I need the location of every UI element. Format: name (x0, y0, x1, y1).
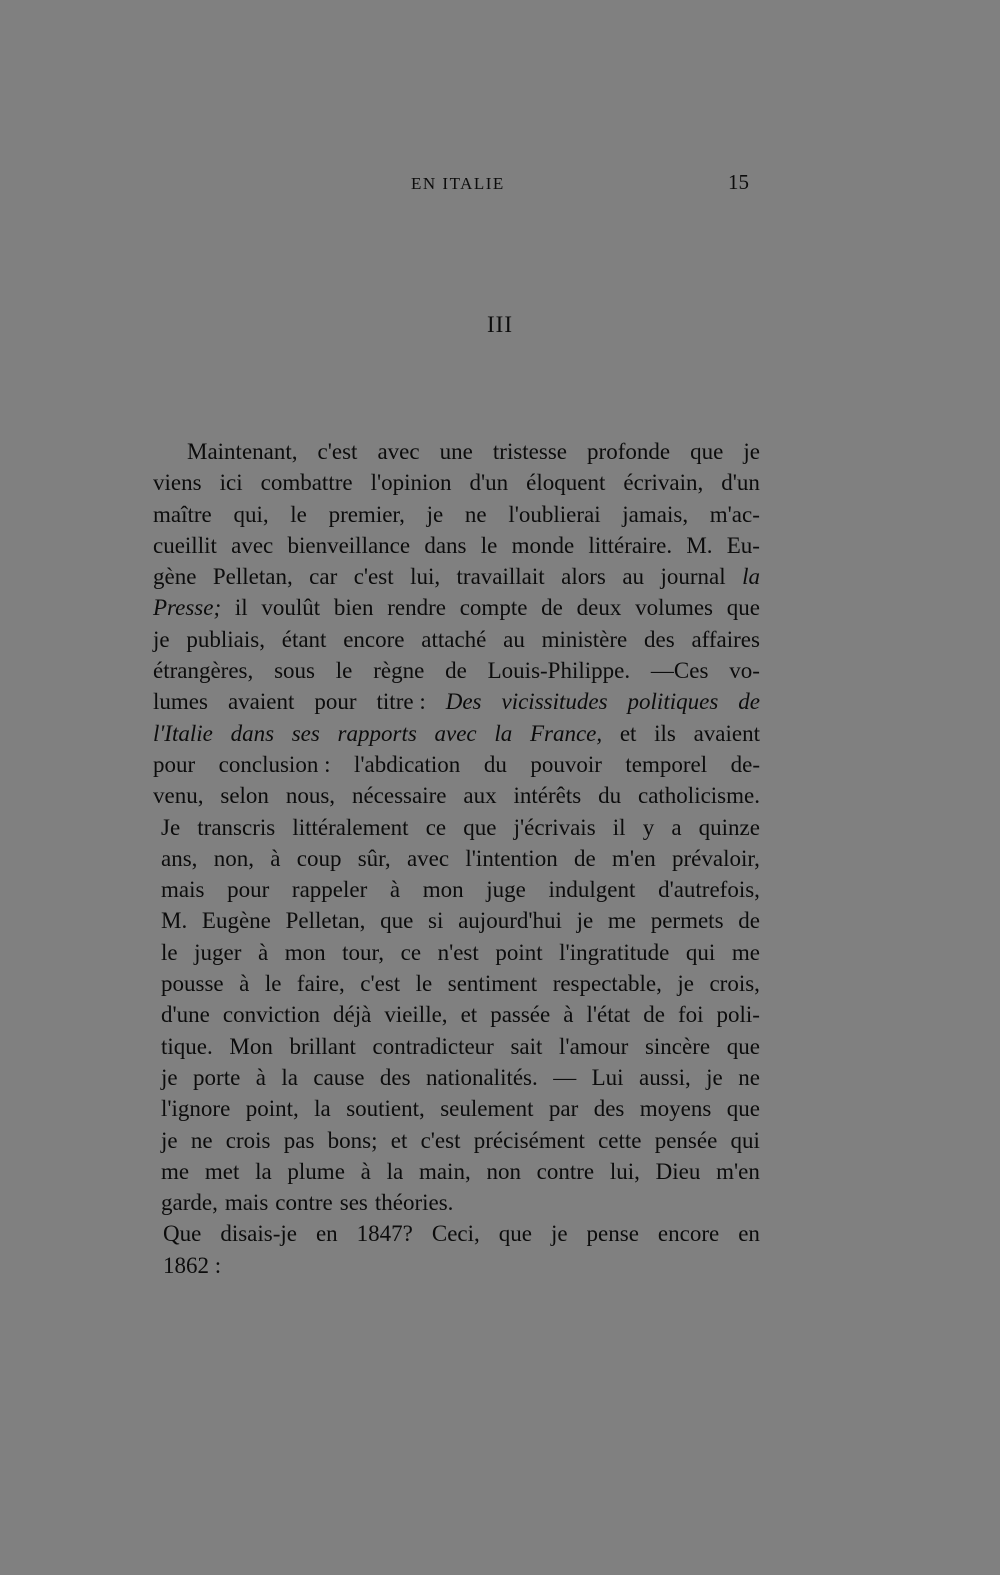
word: ne (464, 501, 487, 527)
page-number: 15 (728, 170, 749, 194)
word: si (428, 908, 444, 934)
word: d'une (161, 1002, 210, 1028)
word: cause (313, 1064, 365, 1090)
word: mais (161, 877, 205, 903)
word: le (480, 532, 498, 558)
word: et (460, 1002, 478, 1028)
word: premier, (328, 501, 405, 527)
word: contre (275, 1190, 333, 1216)
word: m'ac- (709, 501, 760, 527)
word: sentiment (447, 971, 538, 997)
word: combattre (260, 470, 353, 496)
word: attaché (421, 626, 487, 652)
text-line (153, 1187, 760, 1218)
text-line (153, 1156, 760, 1187)
word: rappeler (291, 877, 368, 903)
word: encore (657, 1221, 720, 1247)
word: aux (463, 783, 497, 809)
word: ils (654, 720, 676, 746)
word: avaient (227, 689, 295, 715)
word: tour, (342, 939, 385, 965)
word: la (281, 1064, 298, 1090)
word: cueillit (153, 532, 217, 558)
word: de (643, 1002, 665, 1028)
word: mon (422, 877, 464, 903)
text-line (153, 968, 760, 999)
word: dans (230, 720, 275, 746)
text-line (153, 1093, 760, 1124)
text-line (153, 1031, 760, 1062)
word: avec (406, 845, 450, 871)
word: du (483, 751, 507, 777)
word: indulgent (548, 877, 636, 903)
word: journal (660, 564, 726, 590)
running-header (0, 170, 1000, 200)
word: précisément (473, 1127, 585, 1153)
word: Ceci, (431, 1221, 480, 1247)
word: le (290, 501, 307, 527)
word: Louis-Philippe. (487, 658, 631, 684)
word: non (486, 1158, 521, 1184)
word: poli- (716, 1002, 760, 1028)
word: disais-je (220, 1221, 297, 1247)
word: aussi, (638, 1064, 691, 1090)
word: je (576, 908, 594, 934)
word: Lui (591, 1064, 624, 1090)
word: à (360, 1158, 371, 1184)
word: titre : (376, 689, 426, 715)
word: France, (529, 720, 603, 746)
word: d'un (721, 470, 760, 496)
word: temporel (625, 751, 708, 777)
word: politiques (627, 689, 719, 715)
word: la (255, 1158, 272, 1184)
word: et (619, 720, 637, 746)
word: l'Italie (153, 720, 213, 746)
word: prévaloir, (672, 845, 760, 871)
word: rapports (337, 720, 417, 746)
word: selon (220, 783, 269, 809)
word: viens (153, 470, 202, 496)
text-line (153, 1125, 760, 1156)
word: Presse; (153, 595, 222, 621)
word: de (738, 689, 760, 715)
word: qui (730, 1127, 760, 1153)
word: c'est (360, 971, 401, 997)
word: me (161, 1158, 190, 1184)
word: le (335, 658, 353, 684)
word: Maintenant, (187, 439, 298, 464)
word: le (415, 971, 433, 997)
word: l'abdication (353, 751, 461, 777)
word: garde, (161, 1190, 218, 1216)
word: ce (400, 939, 422, 965)
word: Pelletan, (212, 564, 293, 590)
text-line (153, 1218, 760, 1249)
word: avaient (693, 720, 760, 746)
word: étrangères, (153, 658, 254, 684)
word: Que (163, 1221, 202, 1247)
word: bien (333, 595, 374, 621)
word: de- (730, 751, 760, 777)
word: me (731, 939, 760, 965)
word: jamais, (622, 501, 689, 527)
word: j'écrivais (513, 814, 596, 840)
word: avec (231, 532, 274, 558)
word: soutient, (346, 1096, 425, 1122)
word: juge (486, 877, 526, 903)
word: mon (284, 939, 326, 965)
word: au (503, 626, 525, 652)
word: l'opinion (370, 470, 452, 496)
word: je (743, 439, 760, 464)
word: m'en (611, 845, 656, 871)
word: crois (225, 1127, 271, 1153)
word: Eu- (726, 532, 760, 558)
word: la (742, 564, 760, 590)
word: venu, (153, 783, 204, 809)
word: met (204, 1158, 240, 1184)
text-line (153, 1062, 760, 1093)
word: lui, (609, 1158, 640, 1184)
word: Je (161, 814, 181, 840)
word: vieille, (384, 1002, 448, 1028)
word: monde (511, 532, 575, 558)
word: je (677, 971, 694, 997)
word: pour (227, 877, 270, 903)
word: Pelletan, (285, 908, 366, 934)
word: a (671, 814, 682, 840)
word: de (573, 845, 596, 871)
word: seulement (440, 1096, 534, 1122)
body-text (153, 436, 760, 1281)
word: nationalités. (425, 1064, 538, 1090)
word: Mon (229, 1033, 273, 1059)
word: nous, (285, 783, 336, 809)
word: tique. (161, 1033, 213, 1059)
word: bienveillance (287, 532, 411, 558)
word: Des (445, 689, 482, 715)
word: faire, (296, 971, 345, 997)
word: —Ces (650, 658, 709, 684)
word: ici (219, 470, 243, 496)
text-line (153, 686, 760, 717)
text-line (153, 592, 760, 623)
word: au (622, 564, 645, 590)
word: plume (287, 1158, 345, 1184)
word: deux (576, 595, 622, 621)
word: des (593, 1096, 625, 1122)
text-line (153, 780, 760, 811)
word: quinze (698, 814, 760, 840)
word: que (498, 1221, 532, 1247)
text-line (153, 530, 760, 561)
word: pense (586, 1221, 639, 1247)
word: voulût (261, 595, 321, 621)
word: à (257, 939, 269, 965)
word: travaillait (456, 564, 545, 590)
word: il (612, 814, 626, 840)
word: nécessaire (351, 783, 447, 809)
word: publiais, (186, 626, 265, 652)
word: sûr, (357, 845, 391, 871)
word: point (495, 939, 543, 965)
word: l'ingratitude (559, 939, 670, 965)
word: dans (424, 532, 467, 558)
word: des (379, 1064, 411, 1090)
word: m'en (716, 1158, 760, 1184)
word: n'est (437, 939, 479, 965)
word: je (153, 626, 170, 652)
word: d'autrefois, (658, 877, 760, 903)
word: c'est (353, 564, 394, 590)
word: pas (283, 1127, 315, 1153)
word: M. (686, 532, 713, 558)
word: lui, (410, 564, 441, 590)
word: avec (434, 720, 477, 746)
word: crois, (709, 971, 760, 997)
word: encore (343, 626, 405, 652)
word: pousse (161, 971, 224, 997)
word: 1847? (356, 1221, 413, 1247)
word: le (161, 939, 178, 965)
word: bons; (327, 1127, 378, 1153)
section-heading: III (487, 312, 513, 337)
word: y (642, 814, 655, 840)
word: pensée (654, 1127, 718, 1153)
word: pouvoir (530, 751, 602, 777)
word: et (390, 1127, 408, 1153)
word: règne (373, 658, 425, 684)
word: contradicteur (372, 1033, 494, 1059)
word: littéraire. (588, 532, 673, 558)
word: sincère (644, 1033, 711, 1059)
word: ne (190, 1127, 213, 1153)
word: en (315, 1221, 338, 1247)
word: je (426, 501, 444, 527)
text-line (153, 655, 760, 686)
word: mais (224, 1190, 269, 1216)
text-line (153, 874, 760, 905)
word: contre (536, 1158, 595, 1184)
word: passée (490, 1002, 551, 1028)
word: conviction (222, 1002, 320, 1028)
word: théories. (374, 1190, 454, 1216)
word: pour (314, 689, 357, 715)
word: ce (425, 814, 447, 840)
word: étant (281, 626, 327, 652)
word: par (548, 1096, 579, 1122)
word: qui (685, 939, 716, 965)
word: porte (193, 1064, 241, 1090)
running-head-title: EN ITALIE (411, 174, 505, 193)
word: qui, (233, 501, 269, 527)
word: M. (161, 908, 188, 934)
text-line (153, 999, 760, 1030)
word: sait (510, 1033, 543, 1059)
word: l'oublierai (508, 501, 601, 527)
word: ministère (541, 626, 628, 652)
word: que (726, 595, 760, 621)
word: du (598, 783, 622, 809)
word: pour (153, 751, 196, 777)
text-line (153, 718, 760, 749)
word: alors (561, 564, 606, 590)
text-line (153, 812, 760, 843)
word: ses (339, 1190, 368, 1216)
text-line (153, 436, 760, 467)
text-line (153, 749, 760, 780)
word: transcris (197, 814, 276, 840)
word: littéralement (292, 814, 409, 840)
word: c'est (317, 439, 358, 464)
word: avec (377, 439, 420, 464)
word: je (550, 1221, 568, 1247)
word: cette (598, 1127, 642, 1153)
word: ans, (161, 845, 198, 871)
word: compte (459, 595, 528, 621)
word: je (161, 1064, 178, 1090)
word: éloquent (526, 470, 606, 496)
word: des (644, 626, 675, 652)
word: vicissitudes (501, 689, 608, 715)
word: lumes (153, 689, 208, 715)
word: je (706, 1064, 723, 1090)
word: moyens (639, 1096, 712, 1122)
word: volumes (635, 595, 714, 621)
word: l'amour (559, 1033, 629, 1059)
word: profonde (587, 439, 671, 464)
word: de (541, 595, 563, 621)
word: affaires (691, 626, 760, 652)
text-line (153, 937, 760, 968)
word: à (563, 1002, 574, 1028)
word: permets (650, 908, 724, 934)
text-line (153, 499, 760, 530)
word: que (690, 439, 724, 464)
word: Eugène (201, 908, 271, 934)
word: vo- (729, 658, 760, 684)
word: que (380, 908, 414, 934)
word: — (553, 1064, 577, 1090)
word: aujourd'hui (458, 908, 562, 934)
word: le (264, 971, 282, 997)
word: me (607, 908, 637, 934)
word: de (445, 658, 467, 684)
word: l'intention (465, 845, 558, 871)
word: catholicisme. (638, 783, 760, 809)
word: la (494, 720, 513, 746)
word: que (463, 814, 497, 840)
word: non, (213, 845, 254, 871)
word: à (389, 877, 401, 903)
word: à (239, 971, 250, 997)
word: tristesse (492, 439, 567, 464)
text-line (153, 905, 760, 936)
word: l'état (586, 1002, 631, 1028)
word: juger (194, 939, 242, 965)
word: rendre (387, 595, 446, 621)
word: coup (296, 845, 342, 871)
word: conclusion : (218, 751, 331, 777)
word: point, (245, 1096, 299, 1122)
word: ses (291, 720, 320, 746)
word: la (314, 1096, 331, 1122)
word: d'un (469, 470, 509, 496)
word: en (738, 1221, 760, 1247)
word: 1862 : (163, 1252, 222, 1278)
text-line (153, 843, 760, 874)
text-line (153, 561, 760, 592)
word: Dieu (655, 1158, 701, 1184)
word: il (234, 595, 248, 621)
word: déjà (332, 1002, 372, 1028)
word: ne (738, 1064, 760, 1090)
word: brillant (289, 1033, 356, 1059)
word: intérêts (513, 783, 582, 809)
word: à (255, 1064, 266, 1090)
word: la (386, 1158, 404, 1184)
word: une (439, 439, 473, 464)
text-line (153, 1250, 760, 1281)
word: à (270, 845, 281, 871)
word: respectable, (552, 971, 662, 997)
word: foi (677, 1002, 704, 1028)
text-line (153, 467, 760, 498)
word: car (309, 564, 338, 590)
text-line (153, 624, 760, 655)
word: c'est (420, 1127, 461, 1153)
word: maître (153, 501, 212, 527)
word: main, (418, 1158, 471, 1184)
word: de (738, 908, 760, 934)
word: que (726, 1033, 760, 1059)
word: sous (274, 658, 315, 684)
word: que (726, 1096, 760, 1122)
word: écrivain, (623, 470, 704, 496)
word: je (161, 1127, 178, 1153)
word: gène (153, 564, 197, 590)
word: l'ignore (161, 1096, 231, 1122)
